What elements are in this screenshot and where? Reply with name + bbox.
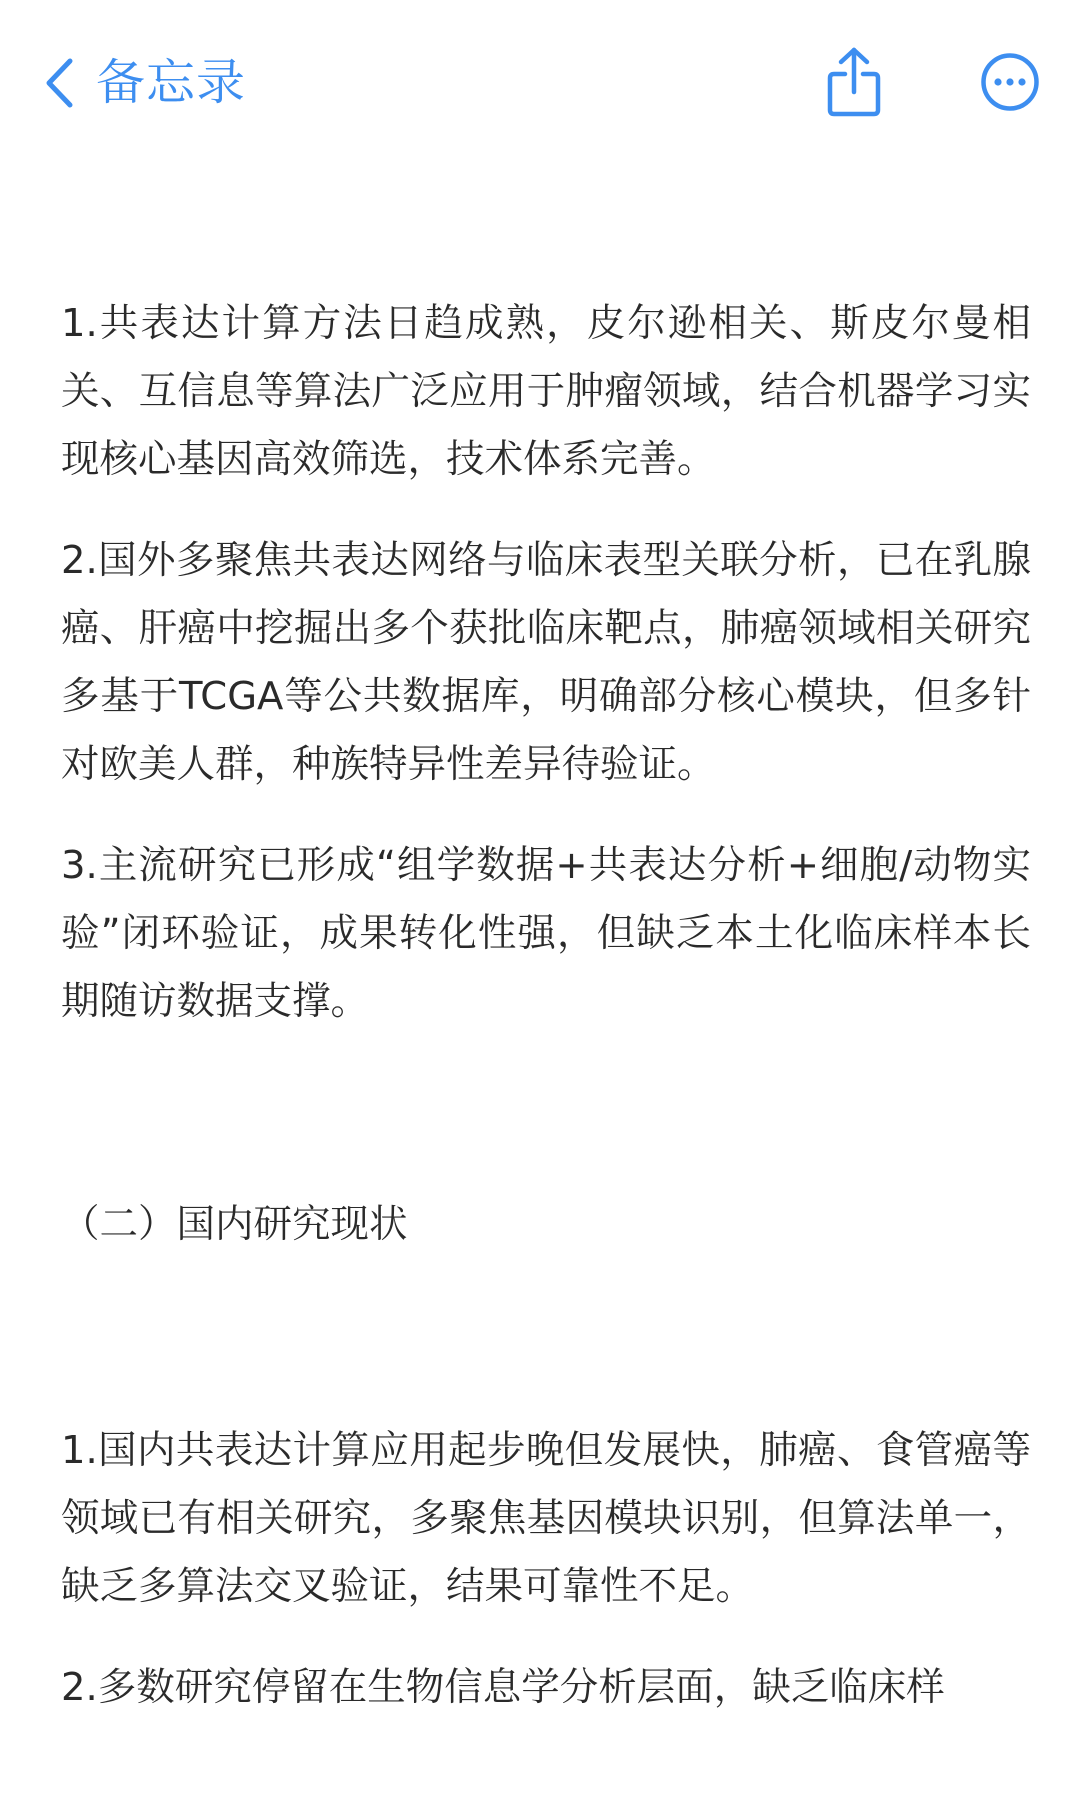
share-button[interactable] bbox=[810, 38, 898, 126]
note-paragraph-domestic-2: 2.多数研究停留在生物信息学分析层面，缺乏临床样 bbox=[61, 1665, 945, 1710]
back-button[interactable] bbox=[44, 48, 246, 118]
more-button[interactable] bbox=[966, 38, 1054, 126]
note-body[interactable] bbox=[61, 290, 1031, 1722]
more-icon bbox=[980, 52, 1040, 112]
note-paragraph-intl-1: 1.共表达计算方法日趋成熟，皮尔逊相关、斯皮尔曼相关、互信息等算法广泛应用于肿瘤领域，结合机器学习实现核心基因高效筛选，技术体系完善。 bbox=[61, 301, 1031, 482]
note-paragraph-intl-2: 2.国外多聚焦共表达网络与临床表型关联分析，已在乳腺癌、肝癌中挖掘出多个获批临床靶点，肺癌领域相关研究多基于TCGA等公共数据库，明确部分核心模块，但多针对欧美人群，种族特异性差异待验证。 bbox=[61, 538, 1031, 787]
share-icon bbox=[824, 46, 884, 118]
back-label: 备忘录 bbox=[96, 54, 247, 111]
section-heading-domestic: （二）国内研究现状 bbox=[61, 1202, 408, 1247]
navigation-bar bbox=[0, 0, 1080, 165]
chevron-left-icon bbox=[44, 58, 74, 108]
note-paragraph-domestic-1: 1.国内共表达计算应用起步晚但发展快，肺癌、食管癌等领域已有相关研究，多聚焦基因模块识别，但算法单一，缺乏多算法交叉验证，结果可靠性不足。 bbox=[61, 1428, 1031, 1609]
note-paragraph-intl-3: 3.主流研究已形成“组学数据+共表达分析+细胞/动物实验”闭环验证，成果转化性强，但缺乏本土化临床样本长期随访数据支撑。 bbox=[61, 843, 1031, 1024]
